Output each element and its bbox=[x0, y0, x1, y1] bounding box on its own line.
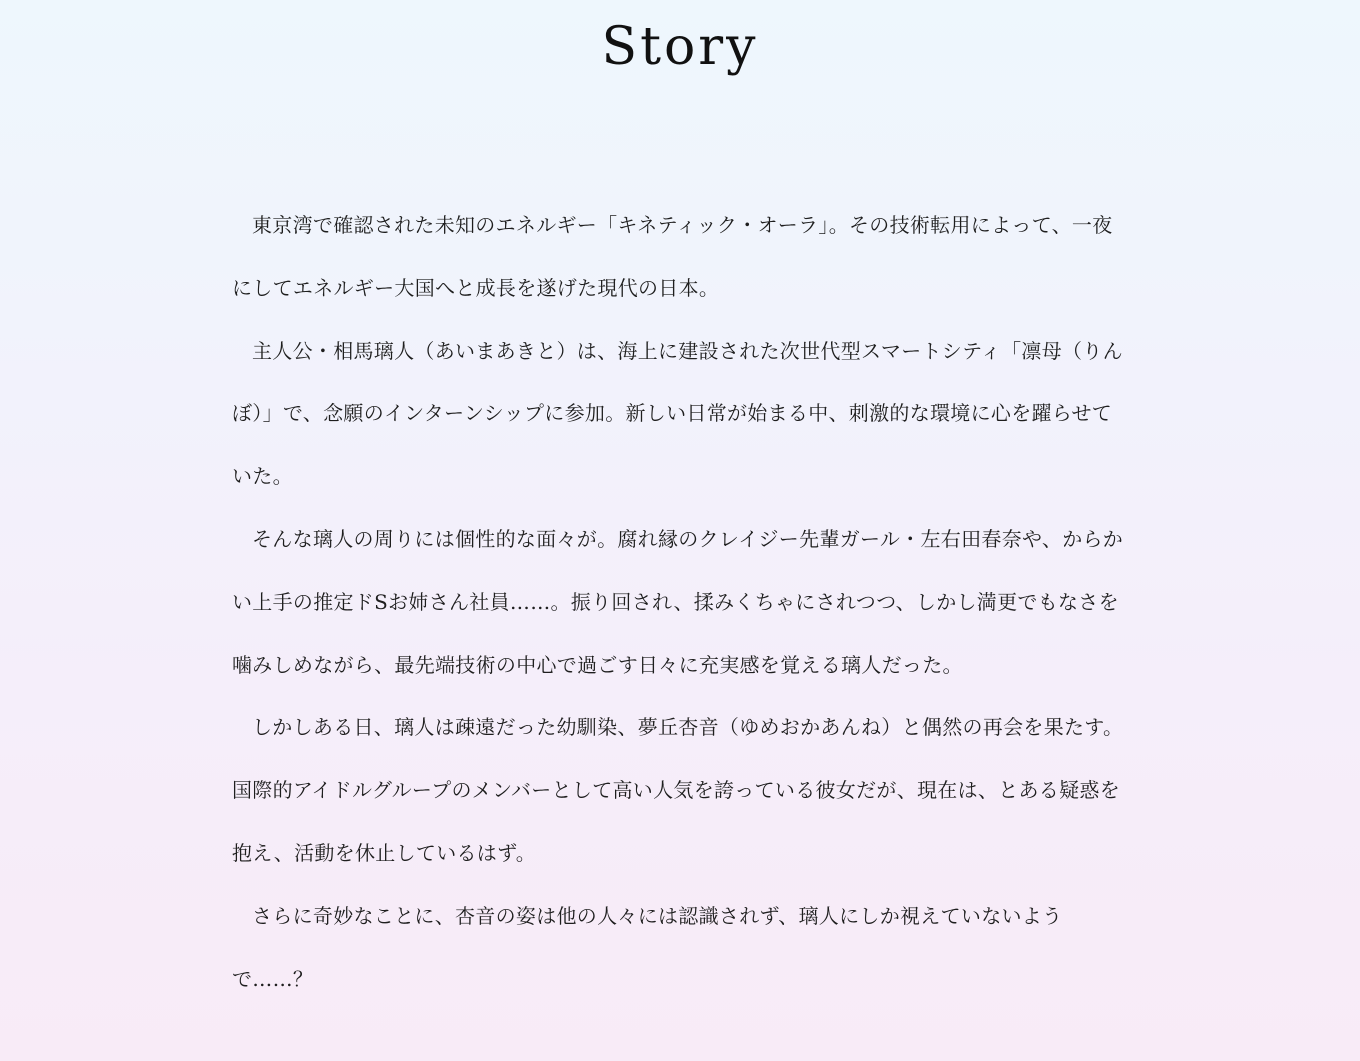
story-paragraph: しかしある日、璃人は疎遠だった幼馴染、夢丘杏音（ゆめおかあんね）と偶然の再会を果たす。国際的アイドルグループのメンバーとして高い人気を誇っている彼女だが、現在は、とある疑惑を抱え、活動を休止しているはず。 bbox=[232, 715, 1124, 865]
story-paragraph: 東京湾で確認された未知のエネルギー「キネティック・オーラ」。その技術転用によって、一夜にしてエネルギー大国へと成長を遂げた現代の日本。 bbox=[232, 213, 1113, 300]
story-body bbox=[232, 194, 1132, 1010]
story-paragraph: そんな璃人の周りには個性的な面々が。腐れ縁のクレイジー先輩ガール・左右田春奈や、からかい上手の推定ドSお姉さん社員……。振り回され、揉みくちゃにされつつ、しかし満更でもなさを噛みしめながら、最先端技術の中心で過ごす日々に充実感を覚える璃人だった。 bbox=[232, 526, 1124, 677]
story-paragraph: さらに奇妙なことに、杏音の姿は他の人々には認識されず、璃人にしか視えていないようで……？ bbox=[232, 903, 1063, 991]
page-title: Story bbox=[601, 17, 759, 77]
story-paragraph: 主人公・相馬璃人（あいまあきと）は、海上に建設された次世代型スマートシティ「凛母（りんぼ）」で、念願のインターンシップに参加。新しい日常が始まる中、刺激的な環境に心を躍らせていた。 bbox=[232, 338, 1123, 489]
